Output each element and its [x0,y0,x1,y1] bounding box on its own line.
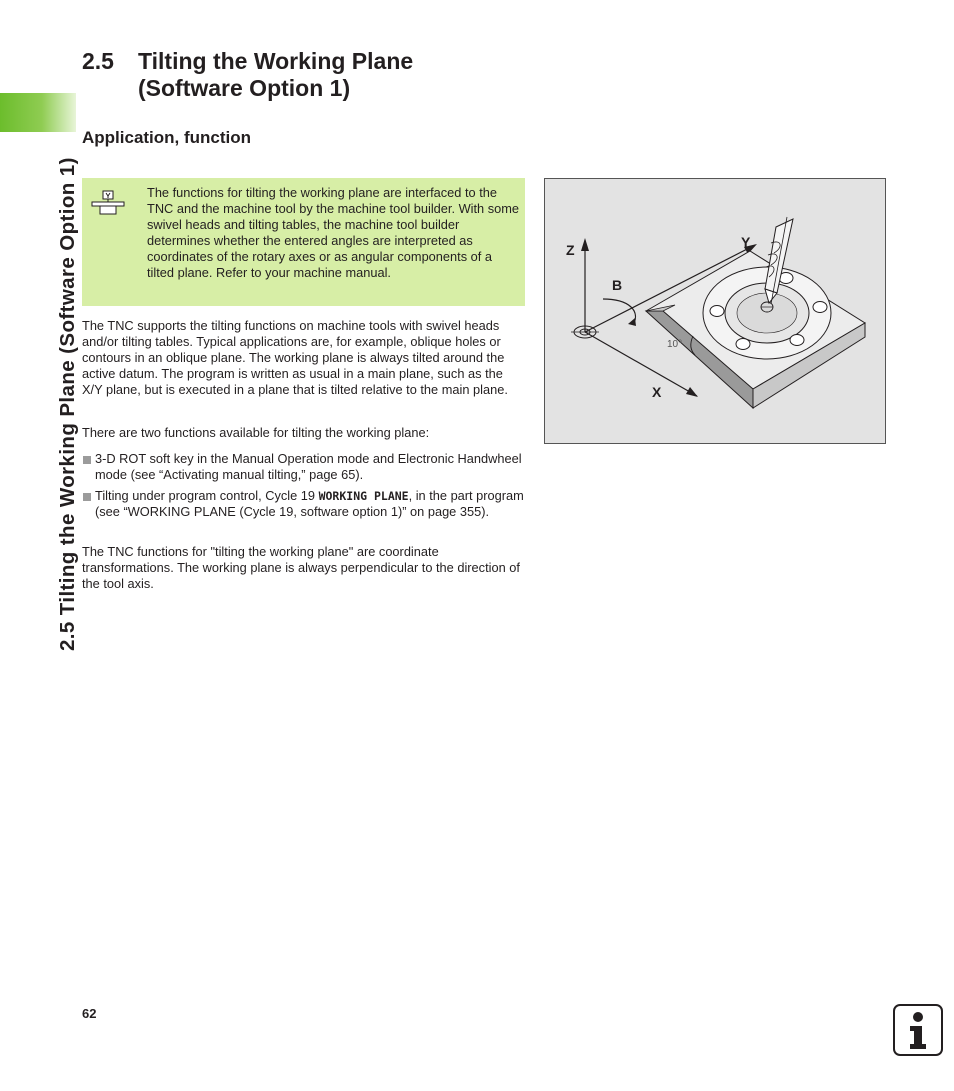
paragraph-intro: The TNC supports the tilting functions on machine tools with swivel heads and/or tilting tables. Typical applications are, for example, oblique holes or contours in an oblique plane. The working plane is always tilted around the active datum. The program is written as usual in a main plane, such as the X/Y plane, but is executed in a plane that is tilted relative to the main plane. [82,318,508,397]
axis-label-x: X [652,384,662,400]
tilt-angle-label: 10° [667,339,683,350]
bullet-square-icon [83,493,91,501]
list-item [82,488,526,520]
page-title [82,48,522,102]
tilted-plane-figure [544,178,886,444]
axis-label-z: Z [566,242,575,258]
list-item-text-post: , in the part program (see “WORKING PLANE (Cycle 19, software option 1)” on page 355). [95,488,524,519]
bullet-square-icon [83,456,91,464]
list-item [82,451,526,483]
machine-note-box [82,178,525,306]
tilted-plane-illustration [545,179,887,445]
cycle-name-code: WORKING PLANE [318,489,409,503]
axis-label-y: Y [741,234,751,250]
list-item-text-pre: Tilting under program control, Cycle 19 [95,488,319,503]
page-number: 62 [82,1006,97,1021]
section-heading: Application, function [82,128,252,147]
paragraph-coordinate-transform: The TNC functions for "tilting the working plane" are coordinate transformations. The working plane is always perpendicular to the direction of the tool axis. [82,544,520,591]
chapter-number: 2.5 [82,48,114,74]
info-glyph [895,1006,941,1054]
paragraph-functions: There are two functions available for tilting the working plane: [82,425,430,440]
rotation-label-b: B [612,277,623,293]
sidebar-running-title: 2.5 Tilting the Working Plane (Software Option 1) [56,157,79,651]
chapter-title-line1: Tilting the Working Plane [138,48,414,74]
machine-note-text: The functions for tilting the working plane are interfaced to the TNC and the machine tool by the machine tool builder. With some swivel heads and tilting tables, the machine tool builder determines whether the entered angles are interpreted as coordinates of the rotary axes or as angular components of a tilted plane. Refer to your machine manual. [147,185,520,280]
info-icon [893,1004,943,1056]
list-item-text: 3-D ROT soft key in the Manual Operation mode and Electronic Handwheel mode (see “Activating manual tilting,” page 65). [95,451,522,482]
machine-dependent-icon [91,190,125,216]
chapter-title-line2: (Software Option 1) [138,75,351,101]
